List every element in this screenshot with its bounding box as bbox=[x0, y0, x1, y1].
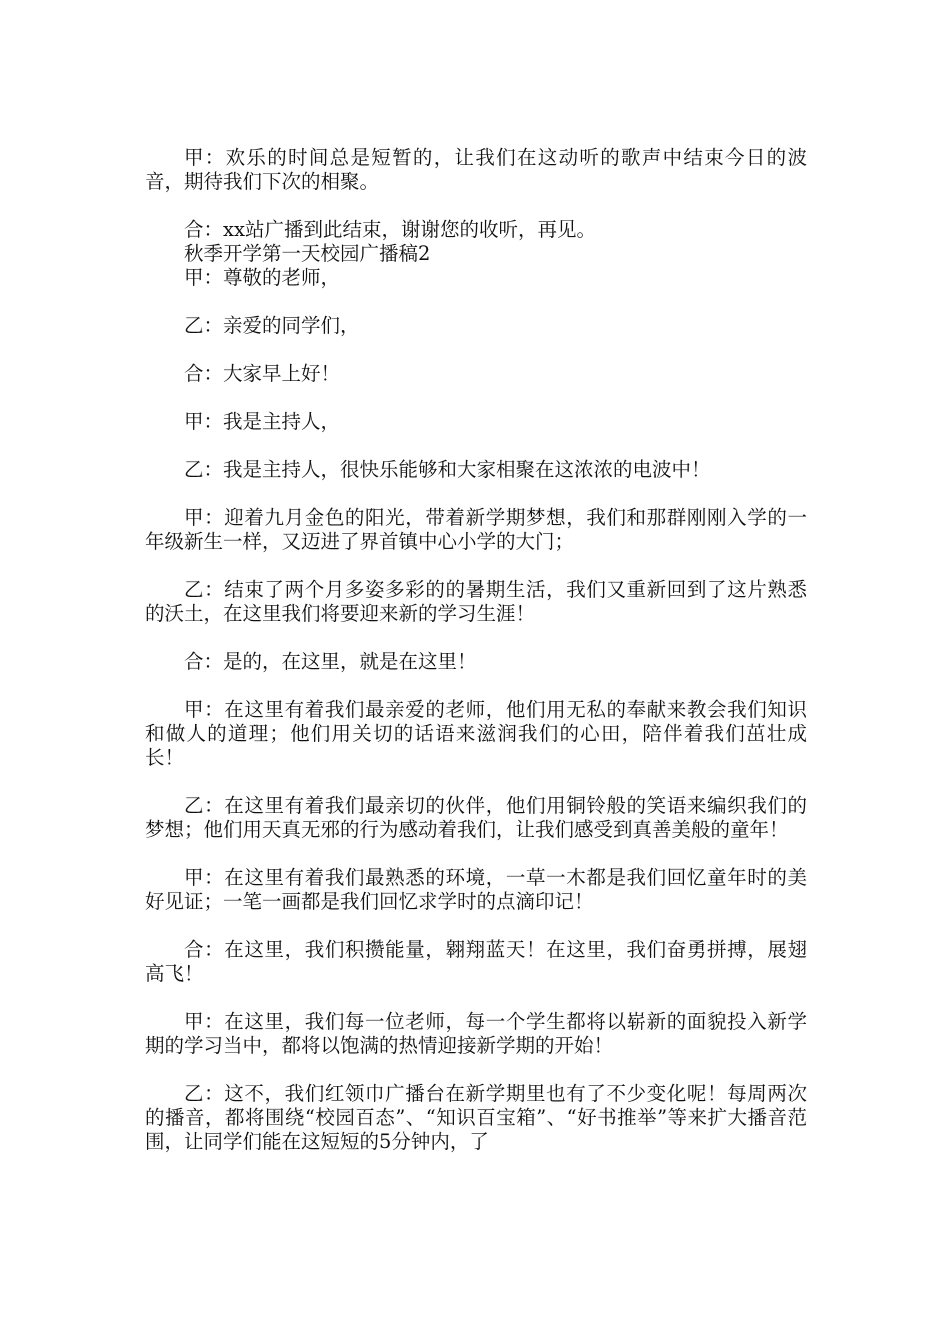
paragraph-greeting-students: 乙：亲爱的同学们， bbox=[184, 314, 360, 337]
paragraph-new-semester: 甲：在这里，我们每一位老师，每一个学生都将以崭新的面貌投入新学期的学习当中，都将以饱满的热情迎接新学期的开始！ bbox=[145, 1010, 807, 1057]
paragraph-partners: 乙：在这里有着我们最亲切的伙伴，他们用铜铃般的笑语来编织我们的梦想；他们用天真无邪的行为感动着我们，让我们感受到真善美般的童年！ bbox=[145, 794, 807, 841]
paragraph-summer-ended: 乙：结束了两个月多姿多彩的的暑期生活，我们又重新回到了这片熟悉的沃土，在这里我们将要迎来新的学习生涯！ bbox=[145, 578, 807, 625]
paragraph-greeting-teachers: 甲：尊敬的老师， bbox=[184, 266, 341, 289]
document-body bbox=[145, 146, 807, 1154]
section-title: 秋季开学第一天校园广播稿2 bbox=[184, 242, 431, 265]
paragraph-broadcast-changes: 乙：这不，我们红领巾广播台在新学期里也有了不少变化呢！每周两次的播音，都将围绕“校园百态”、“知识百宝箱”、“好书推举”等来扩大播音范围，让同学们能在这短短的5分钟内，了 bbox=[145, 1082, 807, 1153]
paragraph-teachers: 甲：在这里有着我们最亲爱的老师，他们用无私的奉献来教会我们知识和做人的道理；他们用关切的话语来滋润我们的心田，陪伴着我们茁壮成长！ bbox=[145, 698, 807, 769]
paragraph-right-here: 合：是的，在这里，就是在这里！ bbox=[184, 650, 477, 673]
paragraph-good-morning: 合：大家早上好！ bbox=[184, 362, 341, 385]
paragraph-september-sun: 甲：迎着九月金色的阳光，带着新学期梦想，我们和那群刚刚入学的一年级新生一样，又迈进了界首镇中心小学的大门； bbox=[145, 506, 807, 553]
paragraph-closing-remark: 甲：欢乐的时间总是短暂的，让我们在这动听的歌声中结束今日的波音，期待我们下次的相聚。 bbox=[145, 146, 807, 193]
paragraph-environment: 甲：在这里有着我们最熟悉的环境，一草一木都是我们回忆童年时的美好见证；一笔一画都是我们回忆求学时的点滴印记！ bbox=[145, 866, 807, 913]
paragraph-farewell: 合：xx站广播到此结束，谢谢您的收听，再见。 bbox=[184, 218, 596, 241]
paragraph-host-b: 乙：我是主持人，很快乐能够和大家相聚在这浓浓的电波中！ bbox=[184, 458, 711, 481]
paragraph-host-a: 甲：我是主持人， bbox=[184, 410, 341, 433]
paragraph-soar: 合：在这里，我们积攒能量，翱翔蓝天！在这里，我们奋勇拼搏，展翅高飞！ bbox=[145, 938, 807, 985]
